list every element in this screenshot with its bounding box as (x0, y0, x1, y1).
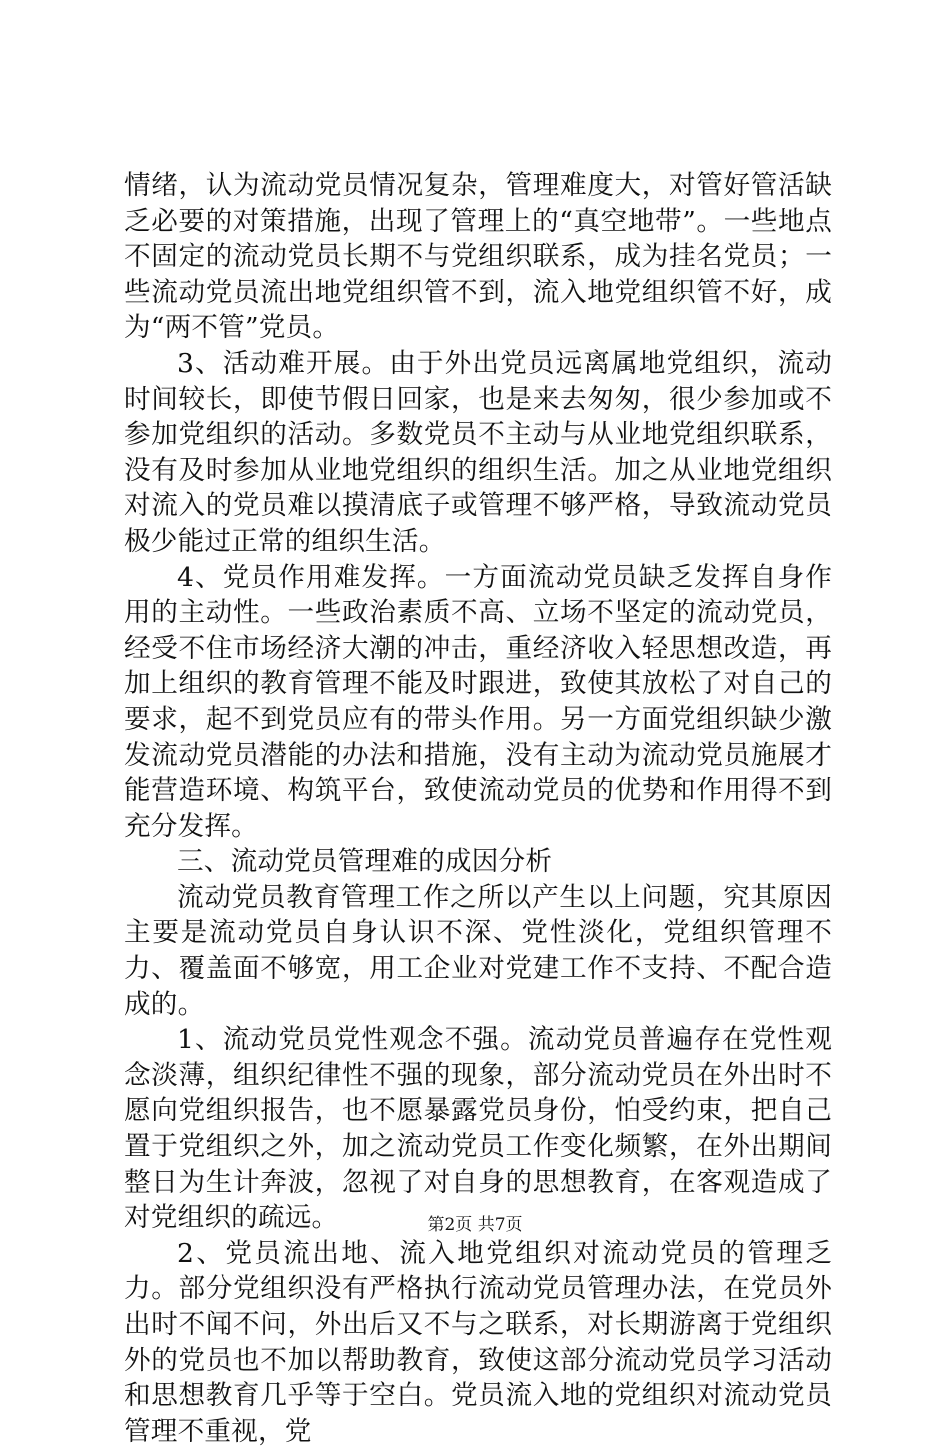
paragraph-cause-summary: 流动党员教育管理工作之所以产生以上问题，究其原因主要是流动党员自身认识不深、党性淡化，党组织管理不力、覆盖面不够宽，用工企业对党建工作不支持、不配合造成的。 (124, 881, 832, 1020)
page-number-footer: 第2页 共7页 (427, 1215, 523, 1235)
paragraph-cause-2: 2、党员流出地、流入地党组织对流动党员的管理乏力。部分党组织没有严格执行流动党员管理办法，在党员外出时不闻不问，外出后又不与之联系，对长期游离于党组织外的党员也不加以帮助教育，致使这部分流动党员学习活动和思想教育几乎等于空白。党员流入地的党组织对流动党员管理不重视，党 (124, 1237, 832, 1447)
section-heading: 三、流动党员管理难的成因分析 (177, 846, 553, 878)
paragraph-member-role: 4、党员作用难发挥。一方面流动党员缺乏发挥自身作用的主动性。一些政治素质不高、立场不坚定的流动党员，经受不住市场经济大潮的冲击，重经济收入轻思想改造，再加上组织的教育管理不能及时跟进，致使其放松了对自己的要求，起不到党员应有的带头作用。另一方面党组织缺少激发流动党员潜能的办法和措施，没有主动为流动党员施展才能营造环境、构筑平台，致使流动党员的优势和作用得不到充分发挥。 (124, 561, 832, 842)
paragraph-cause-1: 1、流动党员党性观念不强。流动党员普遍存在党性观念淡薄，组织纪律性不强的现象，部分流动党员在外出时不愿向党组织报告，也不愿暴露党员身份，怕受约束，把自己置于党组织之外，加之流动党员工作变化频繁，在外出期间整日为生计奔波，忽视了对自身的思想教育，在客观造成了对党组织的疏远。 (124, 1024, 832, 1234)
paragraph-continuation: 情绪，认为流动党员情况复杂，管理难度大，对管好管活缺乏必要的对策措施，出现了管理上的“真空地带”。一些地点不固定的流动党员长期不与党组织联系，成为挂名党员；一些流动党员流出地党组织管不到，流入地党组织管不好，成为“两不管”党员。 (124, 170, 832, 344)
document-body (124, 168, 832, 1449)
paragraph-activities: 3、活动难开展。由于外出党员远离属地党组织，流动时间较长，即使节假日回家，也是来去匆匆，很少参加或不参加党组织的活动。多数党员不主动与从业地党组织联系，没有及时参加从业地党组织的组织生活。加之从业地党组织对流入的党员难以摸清底子或管理不够严格，导致流动党员极少能过正常的组织生活。 (124, 347, 832, 557)
